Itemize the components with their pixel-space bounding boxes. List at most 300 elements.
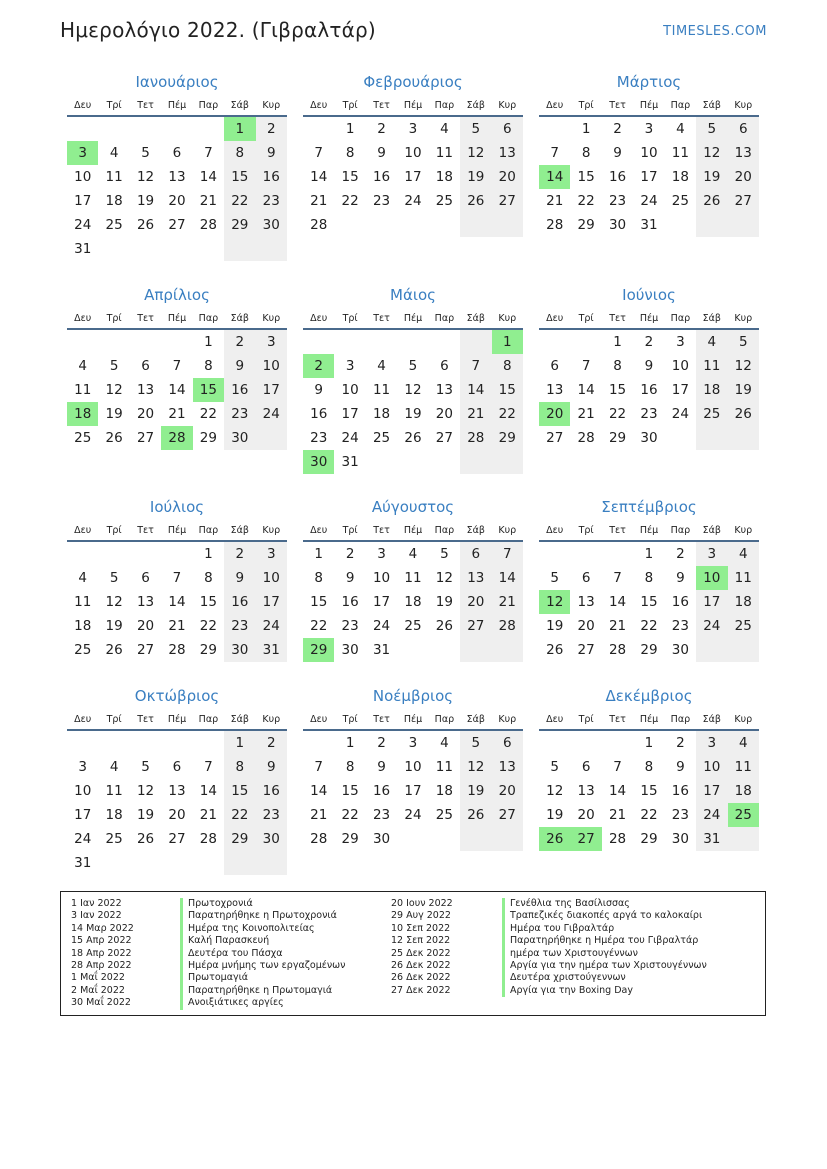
day-cell: 19 bbox=[460, 779, 491, 803]
day-cell: 13 bbox=[136, 594, 155, 610]
weekday-label: Παρ bbox=[434, 313, 455, 324]
day-cell: 27 bbox=[136, 642, 155, 658]
weekday-label: Πέμ bbox=[167, 525, 187, 536]
weekday-label: Παρ bbox=[198, 714, 219, 725]
empty-cell bbox=[161, 117, 192, 141]
day-cell: 6 bbox=[172, 759, 182, 775]
weekday-label: Παρ bbox=[434, 525, 455, 536]
day-cell: 20 bbox=[168, 193, 186, 209]
weekday-label: Κυρ bbox=[734, 714, 753, 725]
weekday-label: Παρ bbox=[670, 714, 691, 725]
day-cell: 12 bbox=[435, 570, 453, 586]
day-cell: 1 bbox=[224, 117, 255, 141]
day-cell: 29 bbox=[640, 831, 658, 847]
weekday-label: Δευ bbox=[310, 525, 328, 536]
day-cell: 25 bbox=[728, 614, 759, 638]
day-cell: 29 bbox=[199, 642, 217, 658]
empty-cell bbox=[696, 426, 727, 450]
day-cell: 30 bbox=[608, 217, 627, 233]
weekday-label: Δευ bbox=[546, 714, 564, 725]
day-cell: 29 bbox=[640, 642, 658, 658]
day-cell: 3 bbox=[408, 735, 418, 751]
day-cell: 16 bbox=[608, 169, 627, 185]
day-cell: 25 bbox=[74, 430, 92, 446]
day-cell: 9 bbox=[224, 354, 255, 378]
empty-cell bbox=[696, 213, 727, 237]
day-cell: 2 bbox=[377, 735, 386, 751]
day-cell: 17 bbox=[372, 594, 391, 610]
weekday-label: Τρί bbox=[106, 313, 122, 324]
weekday-header bbox=[303, 97, 523, 117]
empty-cell bbox=[334, 330, 365, 354]
empty-cell bbox=[366, 450, 397, 474]
day-cell: 17 bbox=[671, 382, 689, 398]
day-cell: 31 bbox=[74, 855, 92, 871]
day-cell: 13 bbox=[577, 594, 595, 610]
day-cell: 8 bbox=[204, 570, 213, 586]
day-cell: 6 bbox=[728, 117, 759, 141]
weekday-label: Κυρ bbox=[262, 714, 281, 725]
holiday-name: Παρατηρήθηκε η Πρωτοχρονιά bbox=[180, 910, 345, 922]
day-cell: 28 bbox=[577, 430, 595, 446]
day-cell: 2 bbox=[256, 117, 287, 141]
day-cell: 8 bbox=[581, 145, 591, 161]
day-cell: 29 bbox=[577, 217, 595, 233]
weekday-label: Παρ bbox=[434, 100, 455, 111]
weekday-label: Τρί bbox=[578, 313, 594, 324]
month-block bbox=[67, 72, 287, 261]
day-cell: 25 bbox=[105, 217, 123, 233]
day-cell: 4 bbox=[109, 759, 119, 775]
weekday-label: Δευ bbox=[546, 525, 564, 536]
weekday-label: Τρί bbox=[106, 525, 122, 536]
day-cell: 14 bbox=[608, 783, 627, 799]
day-cell: 29 bbox=[224, 827, 255, 851]
day-cell: 10 bbox=[696, 755, 727, 779]
empty-cell bbox=[397, 638, 428, 662]
day-cell: 17 bbox=[696, 590, 727, 614]
month-name: Νοέμβριος bbox=[372, 687, 454, 705]
day-cell: 4 bbox=[377, 358, 386, 374]
day-cell: 31 bbox=[640, 217, 658, 233]
weekday-label: Παρ bbox=[434, 714, 455, 725]
holiday-date: 26 Δεκ 2022 bbox=[391, 972, 451, 984]
day-cell: 11 bbox=[372, 382, 391, 398]
weekday-label: Τρί bbox=[106, 100, 122, 111]
day-cell: 23 bbox=[640, 406, 658, 422]
holiday-name: Παρατηρήθηκε η Ημέρα του Γιβραλτάρ bbox=[502, 935, 707, 947]
day-cell: 13 bbox=[168, 169, 186, 185]
holiday-name: Ημέρα μνήμης των εργαζομένων bbox=[180, 960, 345, 972]
day-cell: 18 bbox=[105, 193, 123, 209]
day-cell: 30 bbox=[341, 642, 359, 658]
day-cell: 17 bbox=[696, 779, 727, 803]
day-cell: 19 bbox=[136, 193, 155, 209]
day-cell: 20 bbox=[168, 807, 186, 823]
day-cell: 14 bbox=[577, 382, 595, 398]
day-cell: 16 bbox=[671, 783, 689, 799]
day-cell: 16 bbox=[341, 594, 359, 610]
day-cell: 26 bbox=[105, 430, 123, 446]
weekday-label: Κυρ bbox=[262, 100, 281, 111]
day-cell: 30 bbox=[303, 450, 334, 474]
day-cell: 12 bbox=[728, 354, 759, 378]
day-cell: 4 bbox=[696, 330, 727, 354]
weekday-label: Δευ bbox=[310, 313, 328, 324]
day-grid bbox=[303, 117, 523, 237]
weekday-label: Κυρ bbox=[734, 313, 753, 324]
day-cell: 23 bbox=[224, 614, 255, 638]
day-cell: 8 bbox=[644, 759, 654, 775]
empty-cell bbox=[397, 330, 428, 354]
day-cell: 14 bbox=[168, 594, 186, 610]
empty-cell bbox=[98, 117, 129, 141]
weekday-label: Τρί bbox=[578, 525, 594, 536]
weekday-label: Δευ bbox=[74, 714, 92, 725]
day-cell: 19 bbox=[546, 618, 564, 634]
day-cell: 9 bbox=[676, 570, 685, 586]
day-cell: 14 bbox=[539, 165, 570, 189]
holiday-name: Ανοιξιάτικες αργίες bbox=[180, 997, 345, 1009]
empty-cell bbox=[130, 117, 161, 141]
day-cell: 21 bbox=[310, 807, 328, 823]
day-cell: 19 bbox=[696, 165, 727, 189]
day-cell: 10 bbox=[256, 354, 287, 378]
empty-cell bbox=[161, 330, 192, 354]
day-cell: 28 bbox=[199, 217, 217, 233]
day-cell: 20 bbox=[492, 165, 523, 189]
weekday-label: Σάβ bbox=[702, 525, 721, 536]
day-cell: 17 bbox=[341, 406, 359, 422]
day-cell: 11 bbox=[105, 169, 123, 185]
weekday-label: Τετ bbox=[137, 525, 154, 536]
empty-cell bbox=[397, 213, 428, 237]
holiday-name: Αργία για την Boxing Day bbox=[502, 985, 707, 997]
day-cell: 26 bbox=[435, 618, 453, 634]
weekday-header bbox=[303, 711, 523, 731]
day-cell: 13 bbox=[492, 755, 523, 779]
month-name: Ιούνιος bbox=[622, 286, 676, 304]
day-cell: 3 bbox=[78, 759, 87, 775]
day-cell: 11 bbox=[404, 570, 422, 586]
weekday-header bbox=[303, 310, 523, 330]
page-title: Ημερολόγιο 2022. (Γιβραλτάρ) bbox=[60, 18, 376, 42]
day-cell: 24 bbox=[256, 402, 287, 426]
holiday-name: Δευτέρα χριστούγεννων bbox=[502, 972, 707, 984]
day-cell: 11 bbox=[74, 382, 92, 398]
weekday-label: Σάβ bbox=[230, 100, 249, 111]
weekday-label: Πέμ bbox=[403, 313, 423, 324]
day-cell: 7 bbox=[460, 354, 491, 378]
day-cell: 12 bbox=[546, 783, 564, 799]
day-cell: 26 bbox=[105, 642, 123, 658]
day-cell: 28 bbox=[161, 426, 192, 450]
day-cell: 8 bbox=[492, 354, 523, 378]
day-cell: 25 bbox=[435, 807, 453, 823]
day-cell: 9 bbox=[613, 145, 622, 161]
day-cell: 30 bbox=[224, 426, 255, 450]
holiday-date: 25 Δεκ 2022 bbox=[391, 947, 451, 959]
day-cell: 11 bbox=[74, 594, 92, 610]
day-cell: 31 bbox=[74, 241, 92, 257]
day-cell: 10 bbox=[372, 570, 391, 586]
day-cell: 19 bbox=[460, 165, 491, 189]
day-cell: 14 bbox=[460, 378, 491, 402]
day-cell: 27 bbox=[492, 803, 523, 827]
weekday-label: Πέμ bbox=[639, 100, 659, 111]
day-cell: 9 bbox=[377, 759, 386, 775]
day-cell: 2 bbox=[224, 542, 255, 566]
day-cell: 24 bbox=[640, 193, 658, 209]
day-cell: 31 bbox=[256, 638, 287, 662]
day-cell: 1 bbox=[644, 546, 654, 562]
day-cell: 9 bbox=[224, 566, 255, 590]
weekday-label: Δευ bbox=[74, 100, 92, 111]
weekday-label: Παρ bbox=[670, 100, 691, 111]
empty-cell bbox=[130, 330, 161, 354]
day-cell: 27 bbox=[460, 614, 491, 638]
empty-cell bbox=[602, 542, 633, 566]
empty-cell bbox=[460, 638, 491, 662]
day-cell: 10 bbox=[671, 358, 689, 374]
day-cell: 8 bbox=[224, 141, 255, 165]
weekday-label: Κυρ bbox=[262, 525, 281, 536]
day-cell: 24 bbox=[404, 807, 422, 823]
day-cell: 17 bbox=[74, 193, 92, 209]
weekday-header bbox=[539, 522, 759, 542]
empty-cell bbox=[224, 237, 255, 261]
brand-link[interactable]: TIMESLES.COM bbox=[663, 24, 767, 39]
day-cell: 30 bbox=[224, 638, 255, 662]
day-cell: 1 bbox=[314, 546, 323, 562]
day-cell: 17 bbox=[74, 807, 92, 823]
holiday-date: 20 Ιουν 2022 bbox=[391, 898, 453, 909]
day-grid bbox=[303, 542, 523, 662]
empty-cell bbox=[98, 542, 129, 566]
day-cell: 16 bbox=[640, 382, 658, 398]
day-cell: 10 bbox=[640, 145, 658, 161]
weekday-header bbox=[67, 310, 287, 330]
holiday-date: 29 Αυγ 2022 bbox=[391, 910, 451, 922]
day-cell: 22 bbox=[199, 406, 217, 422]
day-cell: 21 bbox=[199, 193, 217, 209]
day-cell: 10 bbox=[74, 783, 92, 799]
empty-cell bbox=[98, 731, 129, 755]
day-cell: 22 bbox=[199, 618, 217, 634]
day-cell: 14 bbox=[608, 594, 627, 610]
empty-cell bbox=[130, 237, 161, 261]
day-cell: 26 bbox=[136, 831, 155, 847]
day-cell: 26 bbox=[136, 217, 155, 233]
day-cell: 23 bbox=[310, 430, 328, 446]
empty-cell bbox=[460, 330, 491, 354]
weekday-label: Τρί bbox=[342, 525, 358, 536]
weekday-label: Σάβ bbox=[230, 714, 249, 725]
empty-cell bbox=[728, 426, 759, 450]
day-cell: 30 bbox=[671, 642, 689, 658]
empty-cell bbox=[224, 851, 255, 875]
day-cell: 1 bbox=[345, 735, 355, 751]
day-cell: 14 bbox=[310, 783, 328, 799]
holiday-name: Γενέθλια της Βασίλισσας bbox=[502, 898, 707, 910]
day-cell: 20 bbox=[492, 779, 523, 803]
day-cell: 28 bbox=[310, 831, 328, 847]
day-cell: 23 bbox=[608, 193, 627, 209]
day-cell: 29 bbox=[303, 638, 334, 662]
day-cell: 4 bbox=[728, 542, 759, 566]
day-cell: 16 bbox=[256, 165, 287, 189]
day-cell: 21 bbox=[310, 193, 328, 209]
day-cell: 23 bbox=[671, 618, 689, 634]
weekday-header bbox=[67, 711, 287, 731]
day-cell: 13 bbox=[546, 382, 564, 398]
empty-cell bbox=[492, 450, 523, 474]
empty-cell bbox=[539, 117, 570, 141]
day-cell: 15 bbox=[492, 378, 523, 402]
day-cell: 5 bbox=[109, 358, 119, 374]
day-cell: 6 bbox=[141, 570, 150, 586]
day-cell: 12 bbox=[105, 594, 123, 610]
holiday-name: Τραπεζικές διακοπές αργά το καλοκαίρι bbox=[502, 910, 707, 922]
day-cell: 20 bbox=[539, 402, 570, 426]
day-cell: 1 bbox=[581, 121, 591, 137]
weekday-label: Σάβ bbox=[466, 714, 485, 725]
empty-cell bbox=[193, 237, 224, 261]
weekday-label: Σάβ bbox=[466, 100, 485, 111]
day-cell: 4 bbox=[408, 546, 418, 562]
day-cell: 4 bbox=[109, 145, 119, 161]
day-cell: 17 bbox=[256, 378, 287, 402]
day-cell: 15 bbox=[224, 165, 255, 189]
day-cell: 29 bbox=[492, 426, 523, 450]
holiday-name: Δευτέρα του Πάσχα bbox=[180, 948, 345, 960]
weekday-label: Πέμ bbox=[639, 714, 659, 725]
weekday-label: Πέμ bbox=[167, 714, 187, 725]
day-cell: 21 bbox=[168, 618, 186, 634]
day-cell: 29 bbox=[199, 430, 217, 446]
day-cell: 7 bbox=[314, 759, 323, 775]
day-cell: 22 bbox=[341, 193, 359, 209]
holiday-names-right bbox=[502, 898, 707, 997]
day-grid bbox=[67, 542, 287, 662]
weekday-label: Τρί bbox=[106, 714, 122, 725]
day-cell: 12 bbox=[105, 382, 123, 398]
holiday-dates-left bbox=[71, 898, 134, 1010]
day-cell: 1 bbox=[345, 121, 355, 137]
day-cell: 5 bbox=[696, 117, 727, 141]
empty-cell bbox=[429, 330, 460, 354]
day-cell: 2 bbox=[377, 121, 386, 137]
month-name: Αύγουστος bbox=[371, 498, 455, 516]
empty-cell bbox=[67, 330, 98, 354]
holiday-date: 27 Δεκ 2022 bbox=[391, 984, 451, 996]
weekday-label: Τετ bbox=[373, 313, 390, 324]
empty-cell bbox=[570, 542, 601, 566]
day-cell: 4 bbox=[728, 731, 759, 755]
day-cell: 25 bbox=[671, 193, 689, 209]
day-grid bbox=[67, 117, 287, 261]
day-cell: 23 bbox=[671, 807, 689, 823]
holiday-dates-right bbox=[391, 898, 453, 997]
day-grid bbox=[539, 542, 759, 662]
day-cell: 15 bbox=[577, 169, 595, 185]
day-cell: 13 bbox=[577, 783, 595, 799]
day-cell: 2 bbox=[256, 731, 287, 755]
day-cell: 27 bbox=[136, 430, 155, 446]
weekday-label: Δευ bbox=[74, 525, 92, 536]
day-cell: 22 bbox=[224, 803, 255, 827]
day-cell: 24 bbox=[372, 618, 391, 634]
day-cell: 4 bbox=[440, 121, 449, 137]
month-block bbox=[539, 686, 759, 851]
day-cell: 21 bbox=[168, 406, 186, 422]
day-cell: 5 bbox=[460, 117, 491, 141]
weekday-label: Τετ bbox=[373, 714, 390, 725]
day-cell: 11 bbox=[671, 145, 689, 161]
day-cell: 23 bbox=[256, 189, 287, 213]
day-cell: 30 bbox=[256, 827, 287, 851]
day-cell: 5 bbox=[109, 570, 119, 586]
holiday-date: 3 Ιαν 2022 bbox=[71, 910, 122, 922]
day-cell: 14 bbox=[310, 169, 328, 185]
day-cell: 18 bbox=[435, 169, 453, 185]
day-cell: 26 bbox=[404, 430, 422, 446]
day-cell: 24 bbox=[256, 614, 287, 638]
day-cell: 3 bbox=[256, 542, 287, 566]
month-block bbox=[67, 285, 287, 450]
empty-cell bbox=[570, 330, 601, 354]
day-cell: 5 bbox=[550, 570, 559, 586]
day-grid bbox=[303, 731, 523, 851]
empty-cell bbox=[161, 542, 192, 566]
day-cell: 8 bbox=[314, 570, 323, 586]
day-cell: 12 bbox=[136, 169, 155, 185]
weekday-label: Τετ bbox=[609, 313, 626, 324]
month-block bbox=[303, 497, 523, 662]
empty-cell bbox=[539, 542, 570, 566]
month-block bbox=[539, 72, 759, 237]
holiday-date: 30 Μαΐ 2022 bbox=[71, 997, 131, 1009]
day-cell: 27 bbox=[168, 217, 186, 233]
day-cell: 18 bbox=[435, 783, 453, 799]
holiday-name: Πρωτοχρονιά bbox=[180, 898, 345, 910]
empty-cell bbox=[161, 237, 192, 261]
holiday-date: 14 Μαρ 2022 bbox=[71, 922, 134, 934]
weekday-label: Παρ bbox=[198, 313, 219, 324]
empty-cell bbox=[256, 237, 287, 261]
day-cell: 19 bbox=[105, 618, 123, 634]
weekday-label: Κυρ bbox=[734, 100, 753, 111]
day-cell: 22 bbox=[640, 618, 658, 634]
day-cell: 25 bbox=[105, 831, 123, 847]
day-cell: 25 bbox=[372, 430, 391, 446]
day-cell: 28 bbox=[460, 426, 491, 450]
day-cell: 24 bbox=[404, 193, 422, 209]
weekday-label: Κυρ bbox=[734, 525, 753, 536]
day-cell: 25 bbox=[696, 402, 727, 426]
day-cell: 17 bbox=[256, 590, 287, 614]
day-cell: 27 bbox=[546, 430, 564, 446]
day-grid bbox=[539, 731, 759, 851]
day-cell: 26 bbox=[539, 827, 570, 851]
day-cell: 21 bbox=[492, 590, 523, 614]
weekday-label: Σάβ bbox=[230, 313, 249, 324]
empty-cell bbox=[728, 213, 759, 237]
month-name: Μάρτιος bbox=[616, 73, 682, 91]
day-cell: 8 bbox=[345, 759, 355, 775]
weekday-label: Πέμ bbox=[639, 525, 659, 536]
day-cell: 5 bbox=[141, 145, 150, 161]
